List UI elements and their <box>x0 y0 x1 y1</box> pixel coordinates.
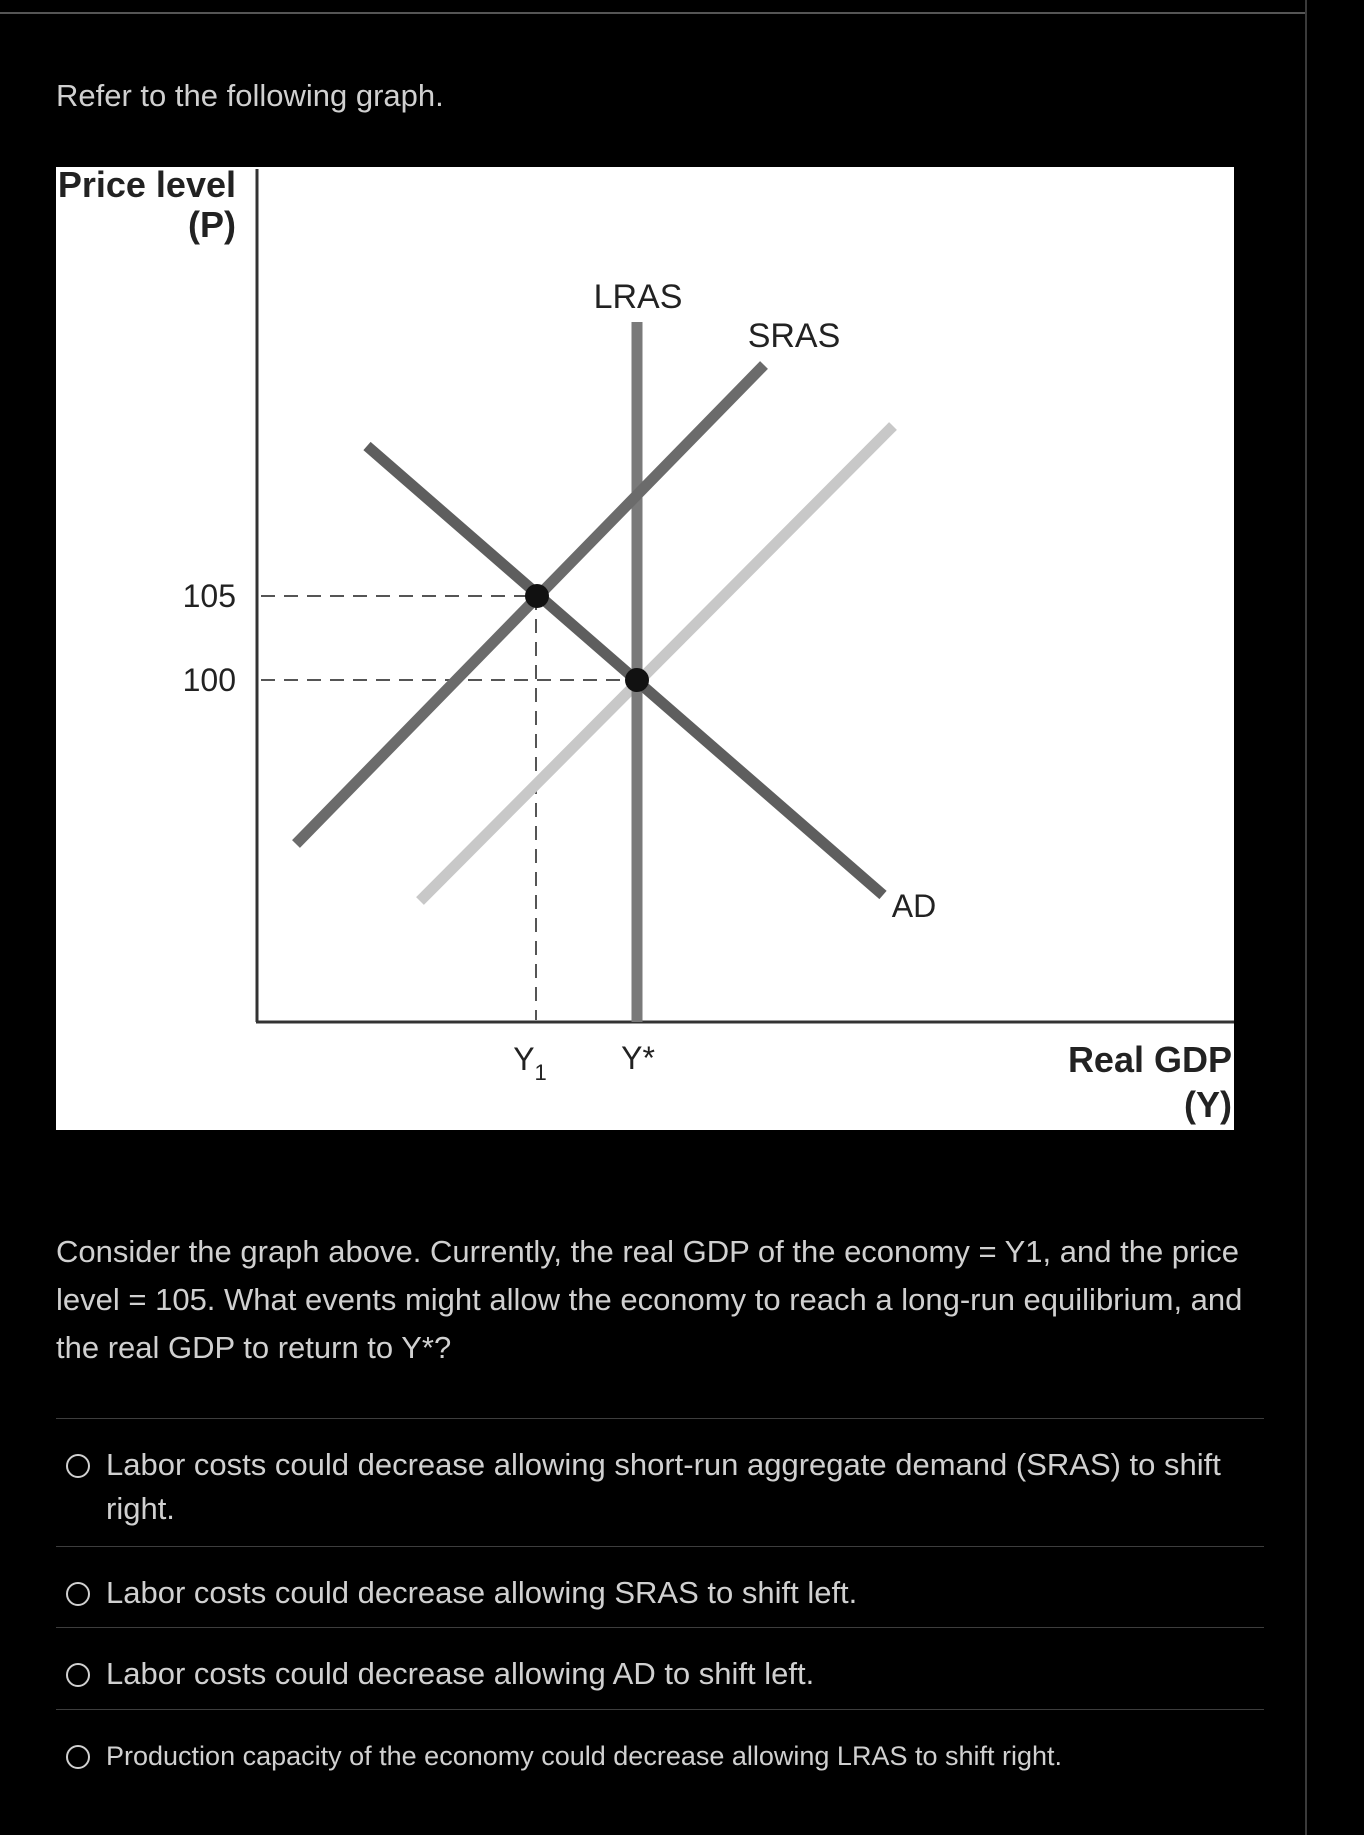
radio-button[interactable] <box>66 1663 90 1687</box>
question-text: Consider the graph above. Currently, the real GDP of the economy = Y1, and the price level = 105. What events might allow the economy to reach a long-run equilibrium, and the real GDP to return to Y*? <box>56 1234 1243 1365</box>
answer-option-label: Labor costs could decrease allowing SRAS to shift left. <box>106 1575 858 1610</box>
ad-label: AD <box>891 888 937 924</box>
sras-shifted-line <box>420 426 893 901</box>
frame-top-border <box>0 12 1306 14</box>
x-tick-y1-sub: 1 <box>534 1060 547 1085</box>
x-axis-label-line1: Real GDP <box>1067 1039 1232 1080</box>
equilibrium-point-y1 <box>525 584 549 608</box>
y-tick-105: 105 <box>182 578 236 614</box>
answer-options <box>56 1418 1264 1799</box>
answer-option-4[interactable] <box>56 1709 1264 1799</box>
as-ad-graph <box>56 167 1234 1130</box>
frame-right-border <box>1305 0 1307 1835</box>
x-axis-label-line2: (Y) <box>1184 1084 1232 1125</box>
lras-label: LRAS <box>593 278 683 316</box>
radio-button[interactable] <box>66 1745 90 1769</box>
graph-svg <box>56 167 1234 1130</box>
answer-option-1[interactable] <box>56 1418 1264 1546</box>
answer-option-3[interactable] <box>56 1627 1264 1709</box>
answer-option-label: Labor costs could decrease allowing short-run aggregate demand (SRAS) to shift right. <box>106 1447 1221 1526</box>
x-tick-y1-main: Y <box>513 1041 535 1077</box>
radio-button[interactable] <box>66 1582 90 1606</box>
answer-option-2[interactable] <box>56 1546 1264 1627</box>
y-axis-label-line2: (P) <box>188 204 236 245</box>
y-tick-100: 100 <box>182 662 236 698</box>
answer-option-label: Labor costs could decrease allowing AD to shift left. <box>106 1656 815 1691</box>
intro-text: Refer to the following graph. <box>56 78 444 113</box>
x-tick-ystar: Y* <box>621 1040 655 1076</box>
radio-button[interactable] <box>66 1454 90 1478</box>
equilibrium-point-ystar <box>625 668 649 692</box>
y-axis-label-line1: Price level <box>57 167 236 205</box>
answer-option-label: Production capacity of the economy could decrease allowing LRAS to shift right. <box>106 1741 1063 1771</box>
x-tick-y1 <box>513 1041 547 1085</box>
sras-label: SRAS <box>747 317 841 355</box>
